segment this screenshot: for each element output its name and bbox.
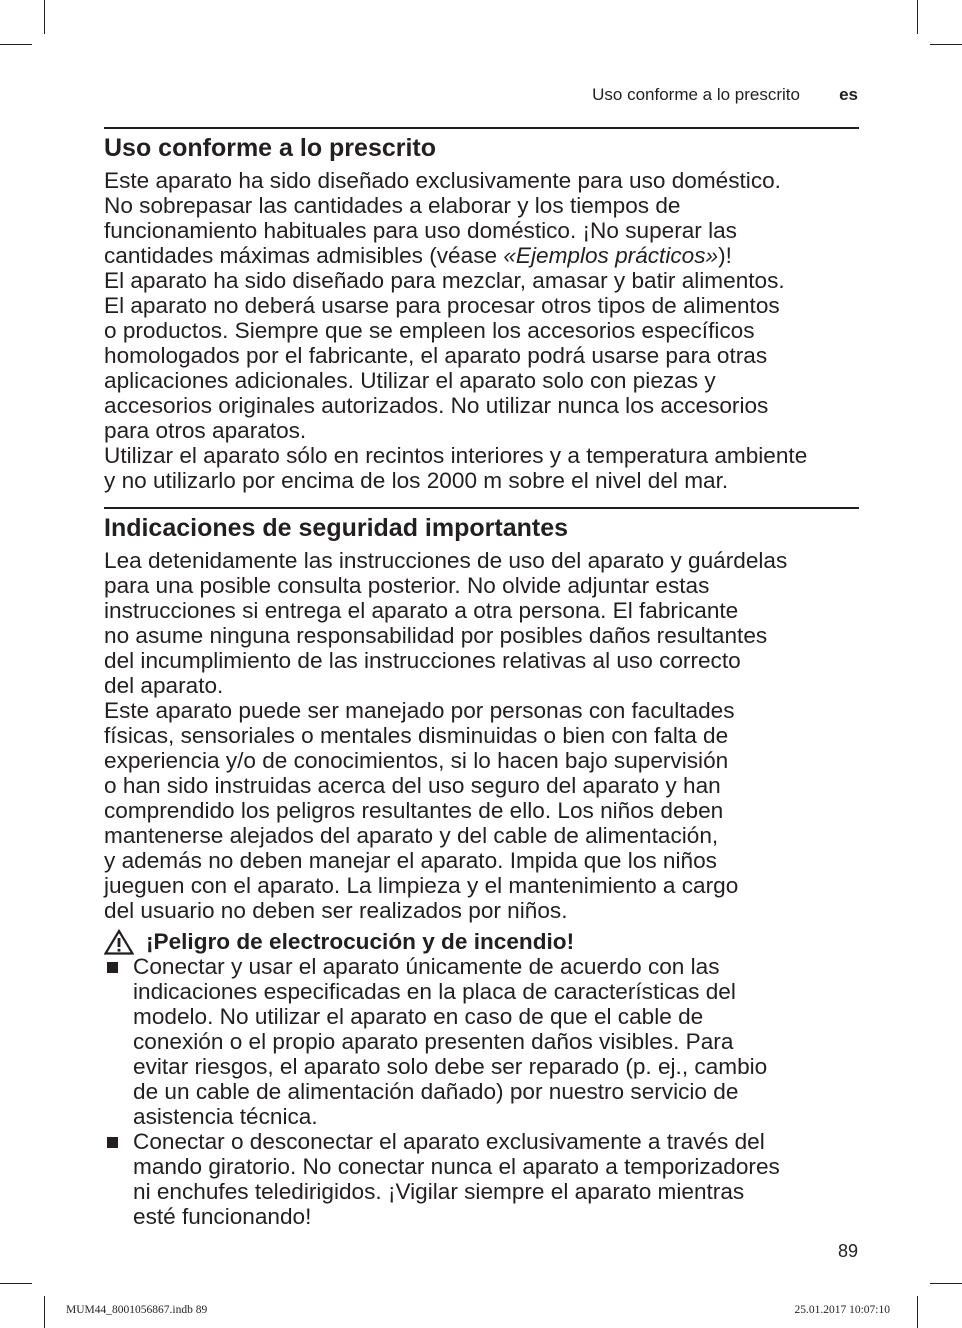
text-line: del incumplimiento de las instrucciones relativas al uso correcto <box>104 648 741 673</box>
section-heading-uso: Uso conforme a lo prescrito <box>104 134 437 162</box>
crop-mark <box>930 44 962 45</box>
text-line: y no utilizarlo por encima de los 2000 m sobre el nivel del mar. <box>104 468 729 493</box>
text-line: mantenerse alejados del aparato y del cable de alimentación, <box>104 823 719 848</box>
text-line: homologados por el fabricante, el aparato podrá usarse para otras <box>104 343 768 368</box>
crop-mark <box>44 1296 45 1328</box>
text-line: y además no deben manejar el aparato. Impida que los niños <box>104 848 717 873</box>
text-line: conexión o el propio aparato presenten daños visibles. Para <box>133 1029 734 1054</box>
section-rule <box>104 507 859 509</box>
text-line: jueguen con el aparato. La limpieza y el mantenimiento a cargo <box>104 873 739 898</box>
running-header <box>104 85 858 105</box>
text-line: Lea detenidamente las instrucciones de uso del aparato y guárdelas <box>104 548 788 573</box>
crop-mark <box>917 1296 918 1328</box>
warning-bullet-list <box>104 954 874 1229</box>
section-body-uso <box>104 168 874 493</box>
text-line: físicas, sensoriales o mentales disminuidas o bien con falta de <box>104 723 729 748</box>
list-item <box>104 1129 874 1229</box>
text-line: instrucciones si entrega el aparato a otra persona. El fabricante <box>104 598 739 623</box>
text-line: para otros aparatos. <box>104 418 307 443</box>
square-bullet-icon <box>107 1137 118 1148</box>
text-line: no asume ninguna responsabilidad por posibles daños resultantes <box>104 623 768 648</box>
cross-reference: «Ejemplos prácticos» <box>503 243 719 268</box>
text-line: El aparato no deberá usarse para procesar otros tipos de alimentos <box>104 293 780 318</box>
text-line: Conectar y usar el aparato únicamente de acuerdo con las <box>133 954 720 979</box>
text-line: o han sido instruidas acerca del uso seguro del aparato y han <box>104 773 721 798</box>
text-line: de un cable de alimentación dañado) por nuestro servicio de <box>133 1079 739 1104</box>
warning-title: ¡Peligro de electrocución y de incendio! <box>146 929 575 954</box>
text-line: Este aparato ha sido diseñado exclusivamente para uso doméstico. <box>104 168 781 193</box>
text-line: Este aparato puede ser manejado por personas con facultades <box>104 698 735 723</box>
text-line <box>104 243 874 268</box>
text-line: ni enchufes teledirigidos. ¡Vigilar siempre el aparato mientras <box>133 1179 745 1204</box>
section-heading-seguridad: Indicaciones de seguridad importantes <box>104 514 569 542</box>
print-slug-file: MUM44_8001056867.indb 89 <box>66 1304 208 1316</box>
text-line: para una posible consulta posterior. No olvide adjuntar estas <box>104 573 710 598</box>
text-line: o productos. Siempre que se empleen los accesorios específicos <box>104 318 755 343</box>
warning-triangle-icon <box>104 929 134 955</box>
square-bullet-icon <box>107 962 118 973</box>
text-line: aplicaciones adicionales. Utilizar el aparato solo con piezas y <box>104 368 716 393</box>
text-line: accesorios originales autorizados. No utilizar nunca los accesorios <box>104 393 769 418</box>
text-line: funcionamiento habituales para uso doméstico. ¡No superar las <box>104 218 737 243</box>
text-line: No sobrepasar las cantidades a elaborar y los tiempos de <box>104 193 681 218</box>
text-line: mando giratorio. No conectar nunca el aparato a temporizadores <box>133 1154 780 1179</box>
crop-mark <box>930 1283 962 1284</box>
text-line: Conectar o desconectar el aparato exclusivamente a través del <box>133 1129 765 1154</box>
text-line: indicaciones especificadas en la placa de características del <box>133 979 736 1004</box>
text-line: del aparato. <box>104 673 224 698</box>
text-fragment: cantidades máximas admisibles (véase <box>104 243 504 268</box>
language-code: es <box>839 85 858 104</box>
text-line: esté funcionando! <box>133 1204 312 1229</box>
text-line: del usuario no deben ser realizados por niños. <box>104 898 568 923</box>
section-rule <box>104 127 859 129</box>
section-body-seguridad <box>104 548 874 923</box>
text-line: evitar riesgos, el aparato solo debe ser reparado (p. ej., cambio <box>133 1054 768 1079</box>
text-line: asistencia técnica. <box>133 1104 318 1129</box>
text-line: Utilizar el aparato sólo en recintos interiores y a temperatura ambiente <box>104 443 808 468</box>
text-line: comprendido los peligros resultantes de ello. Los niños deben <box>104 798 724 823</box>
text-fragment: )! <box>718 243 732 268</box>
list-item <box>104 954 874 1129</box>
crop-mark <box>44 0 45 34</box>
page-number: 89 <box>837 1241 858 1261</box>
text-line: El aparato ha sido diseñado para mezclar, amasar y batir alimentos. <box>104 268 785 293</box>
running-title: Uso conforme a lo prescrito <box>592 85 800 104</box>
text-line: experiencia y/o de conocimientos, si lo hacen bajo supervisión <box>104 748 729 773</box>
print-slug-date: 25.01.2017 10:07:10 <box>794 1304 890 1316</box>
crop-mark <box>0 1283 32 1284</box>
text-line: modelo. No utilizar el aparato en caso de que el cable de <box>133 1004 704 1029</box>
crop-mark <box>0 44 32 45</box>
crop-mark <box>917 0 918 34</box>
